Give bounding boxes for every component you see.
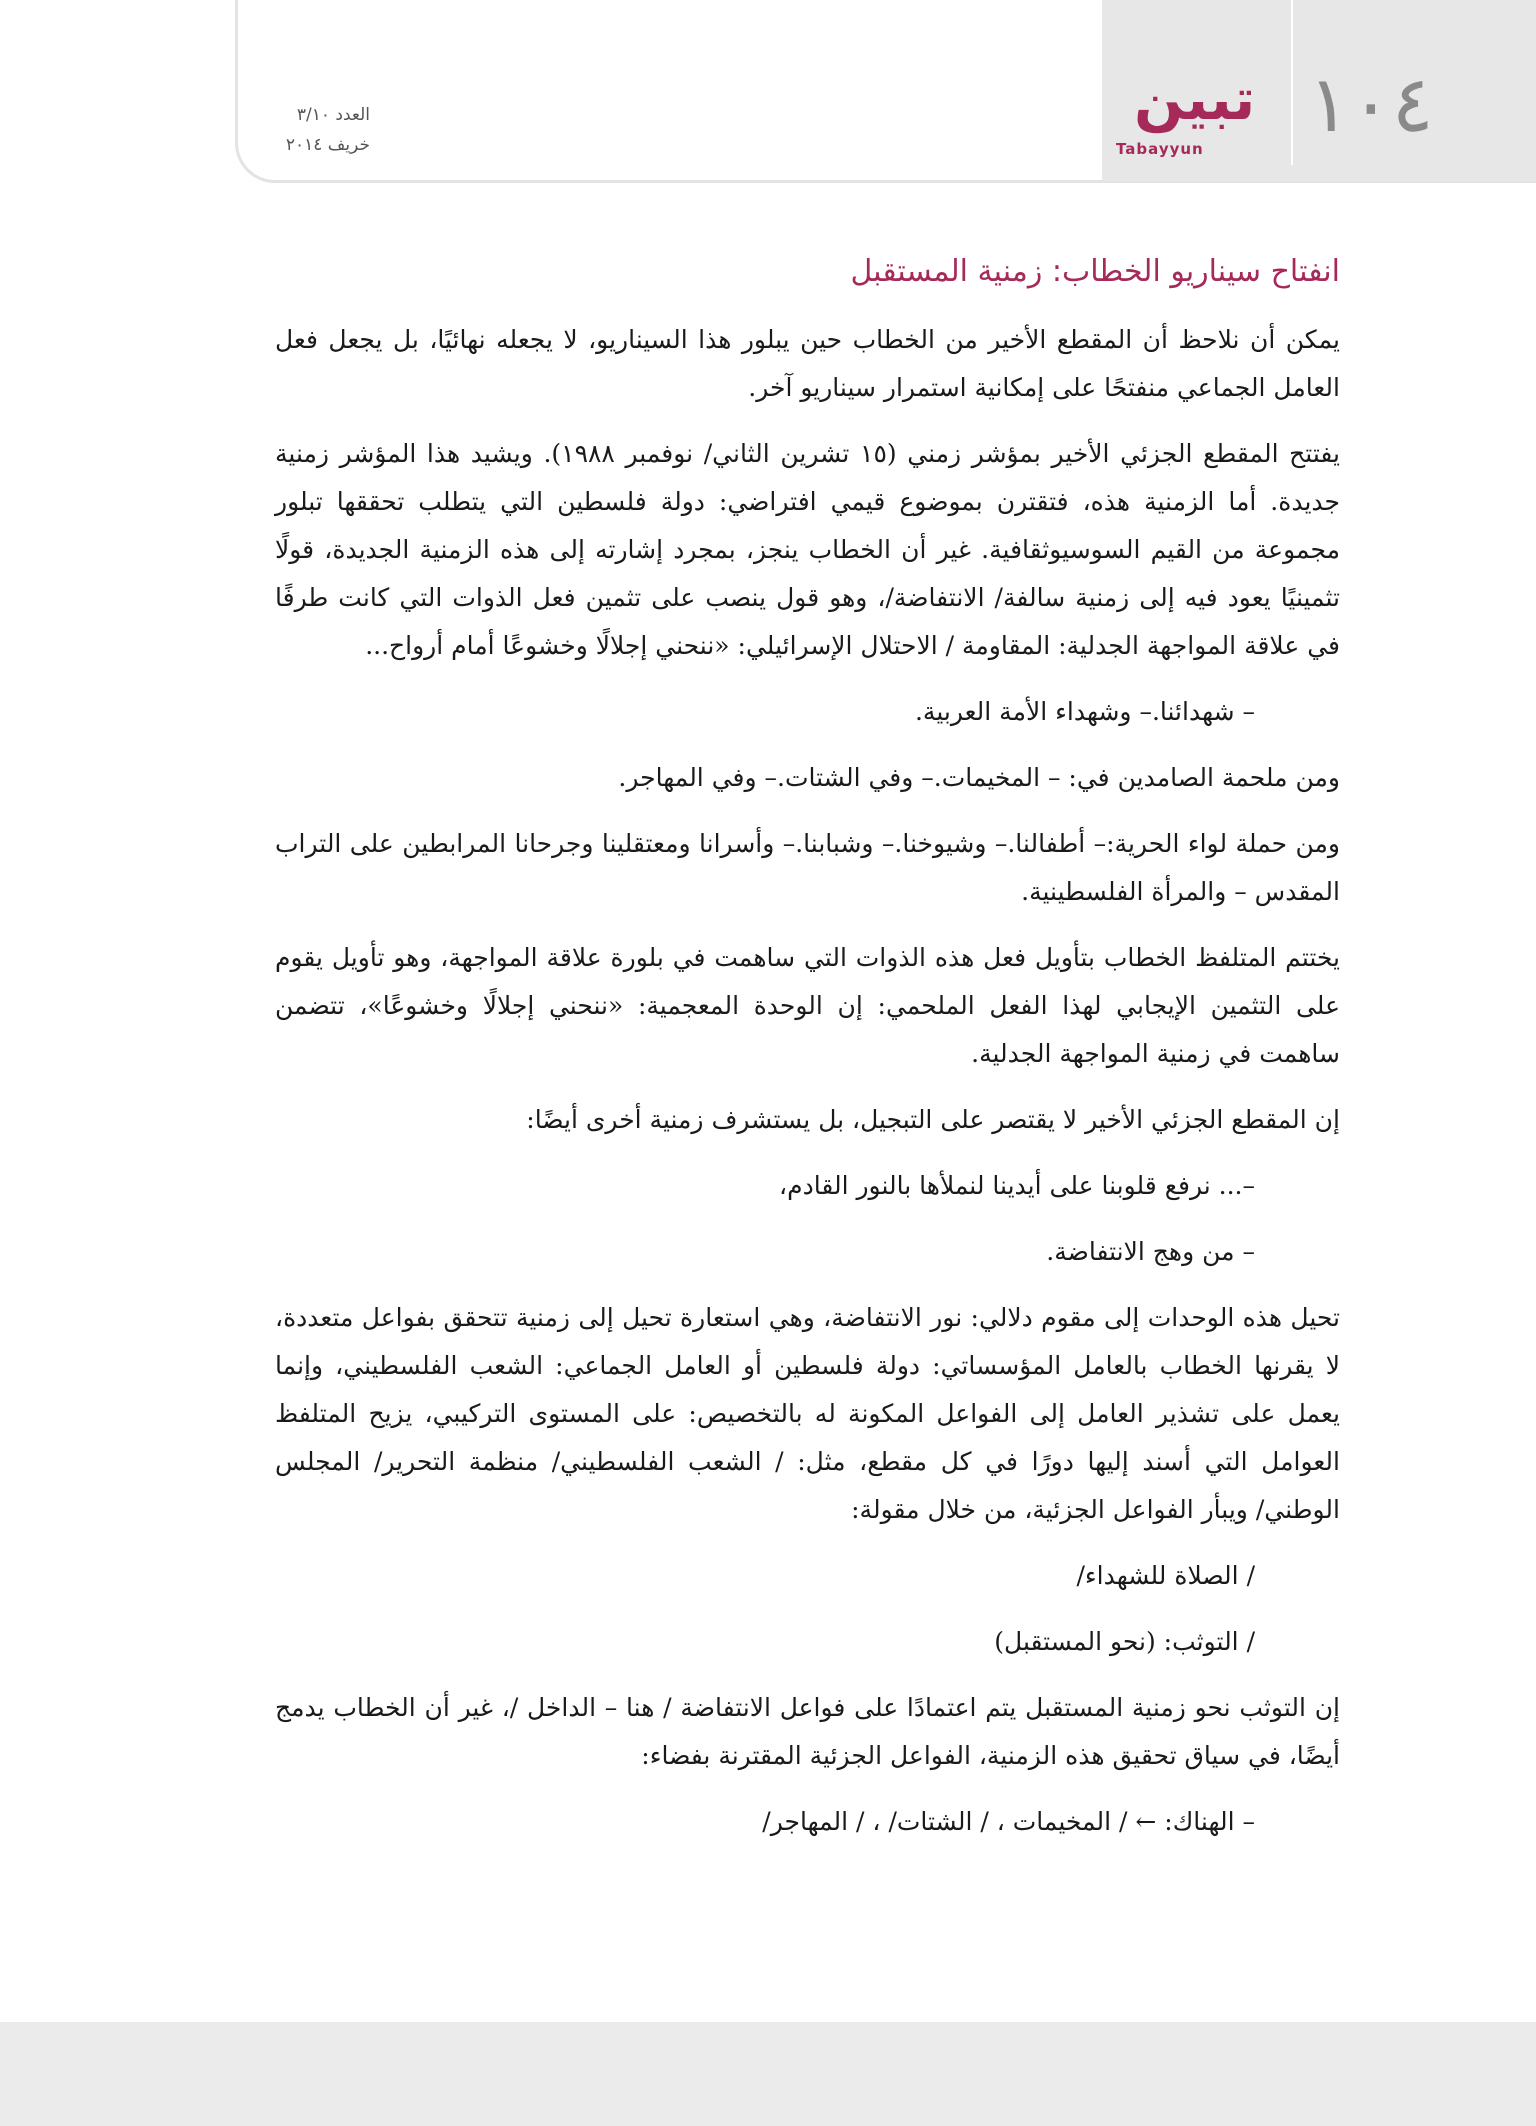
paragraph: تحيل هذه الوحدات إلى مقوم دلالي: نور الانتفاضة، وهي استعارة تحيل إلى زمنية تتحقق بفواعل متعددة، لا يقرنها الخطاب بالعامل المؤسساتي: دولة فلسطين أو العامل الجماعي: الشعب الفلسطيني، وإنما يعمل على تشذير العامل إلى الفواعل المكونة له بالتخصيص: على المستوى التركيبي، يزيح المتلفظ العوامل التي أسند إليها دورًا في كل مقطع، مثل: / الشعب الفلسطيني/ منظمة التحرير/ المجلس الوطني/ ويبأر الفواعل الجزئية، من خلال مقولة: [275,1303,1340,1524]
logo-arabic-wordmark: تبين [1134,65,1256,133]
paragraph: يفتتح المقطع الجزئي الأخير بمؤشر زمني (١٥ تشرين الثاني/ نوفمبر ١٩٨٨). ويشيد هذا المؤشر زمنية جديدة. أما الزمنية هذه، فتقترن بموضوع قيمي افتراضي: دولة فلسطين التي يتطلب تحققها تبلور مجموعة من القيم السوسيوثقافية. غير أن الخطاب ينجز، بمجرد إشارته إلى هذه الزمنية الجديدة، قولًا تثمينيًا يعود فيه إلى زمنية سالفة/ الانتفاضة/، وهو قول ينصب على تثمين فعل الذوات التي كانت طرفًا في علاقة المواجهة الجدلية: المقاومة / الاحتلال الإسرائيلي: «ننحني إجلالًا وخشوعًا أمام أرواح... [275,439,1340,660]
page-footer [0,2022,1536,2126]
journal-logo [1116,65,1281,170]
quoted-line: – شهدائنا.– وشهداء الأمة العربية. [914,697,1255,726]
logo-english-wordmark: Tabayyun [1116,140,1204,158]
quoted-line: – الهناك: ← / المخيمات ، / الشتات/ ، / المهاجر/ [762,1807,1255,1836]
article-blocks [275,316,1340,1846]
quoted-line: / التوثب: (نحو المستقبل) [994,1627,1255,1656]
issue-number: العدد ٣/١٠ [296,105,370,125]
quoted-line: – من وهج الانتفاضة. [1046,1237,1255,1266]
quoted-line: / الصلاة للشهداء/ [1076,1561,1255,1590]
quoted-line: –... نرفع قلوبنا على أيدينا لنملأها بالنور القادم، [779,1171,1255,1200]
paragraph: إن التوثب نحو زمنية المستقبل يتم اعتمادًا على فواعل الانتفاضة / هنا – الداخل /، غير أن الخطاب يدمج أيضًا، في سياق تحقيق هذه الزمنية، الفواعل الجزئية المقترنة بفضاء: [275,1693,1340,1770]
issue-info [270,100,370,160]
page-number: ١٠٤ [1308,60,1434,150]
paragraph: ومن حملة لواء الحرية:– أطفالنا.– وشيوخنا.– وشبابنا.– وأسرانا ومعتقلينا وجرحانا المرابطين على التراب المقدس – والمرأة الفلسطينية. [275,829,1340,906]
header-divider [1291,0,1293,165]
section-title: انفتاح سيناريو الخطاب: زمنية المستقبل [850,254,1340,289]
paragraph: إن المقطع الجزئي الأخير لا يقتصر على التبجيل، بل يستشرف زمنية أخرى أيضًا: [526,1105,1340,1134]
article-body [275,248,1340,1864]
paragraph: يمكن أن نلاحظ أن المقطع الأخير من الخطاب حين يبلور هذا السيناريو، لا يجعله نهائيًا، بل يجعل فعل العامل الجماعي منفتحًا على إمكانية استمرار سيناريو آخر. [275,325,1340,402]
paragraph: يختتم المتلفظ الخطاب بتأويل فعل هذه الذوات التي ساهمت في بلورة علاقة المواجهة، وهو تأويل يقوم على التثمين الإيجابي لهذا الفعل الملحمي: إن الوحدة المعجمية: «ننحني إجلالًا وخشوعًا»، تتضمن ساهمت في زمنية المواجهة الجدلية. [275,943,1340,1068]
paragraph: ومن ملحمة الصامدين في: – المخيمات.– وفي الشتات.– وفي المهاجر. [618,763,1340,792]
issue-season: خريف ٢٠١٤ [285,135,370,155]
